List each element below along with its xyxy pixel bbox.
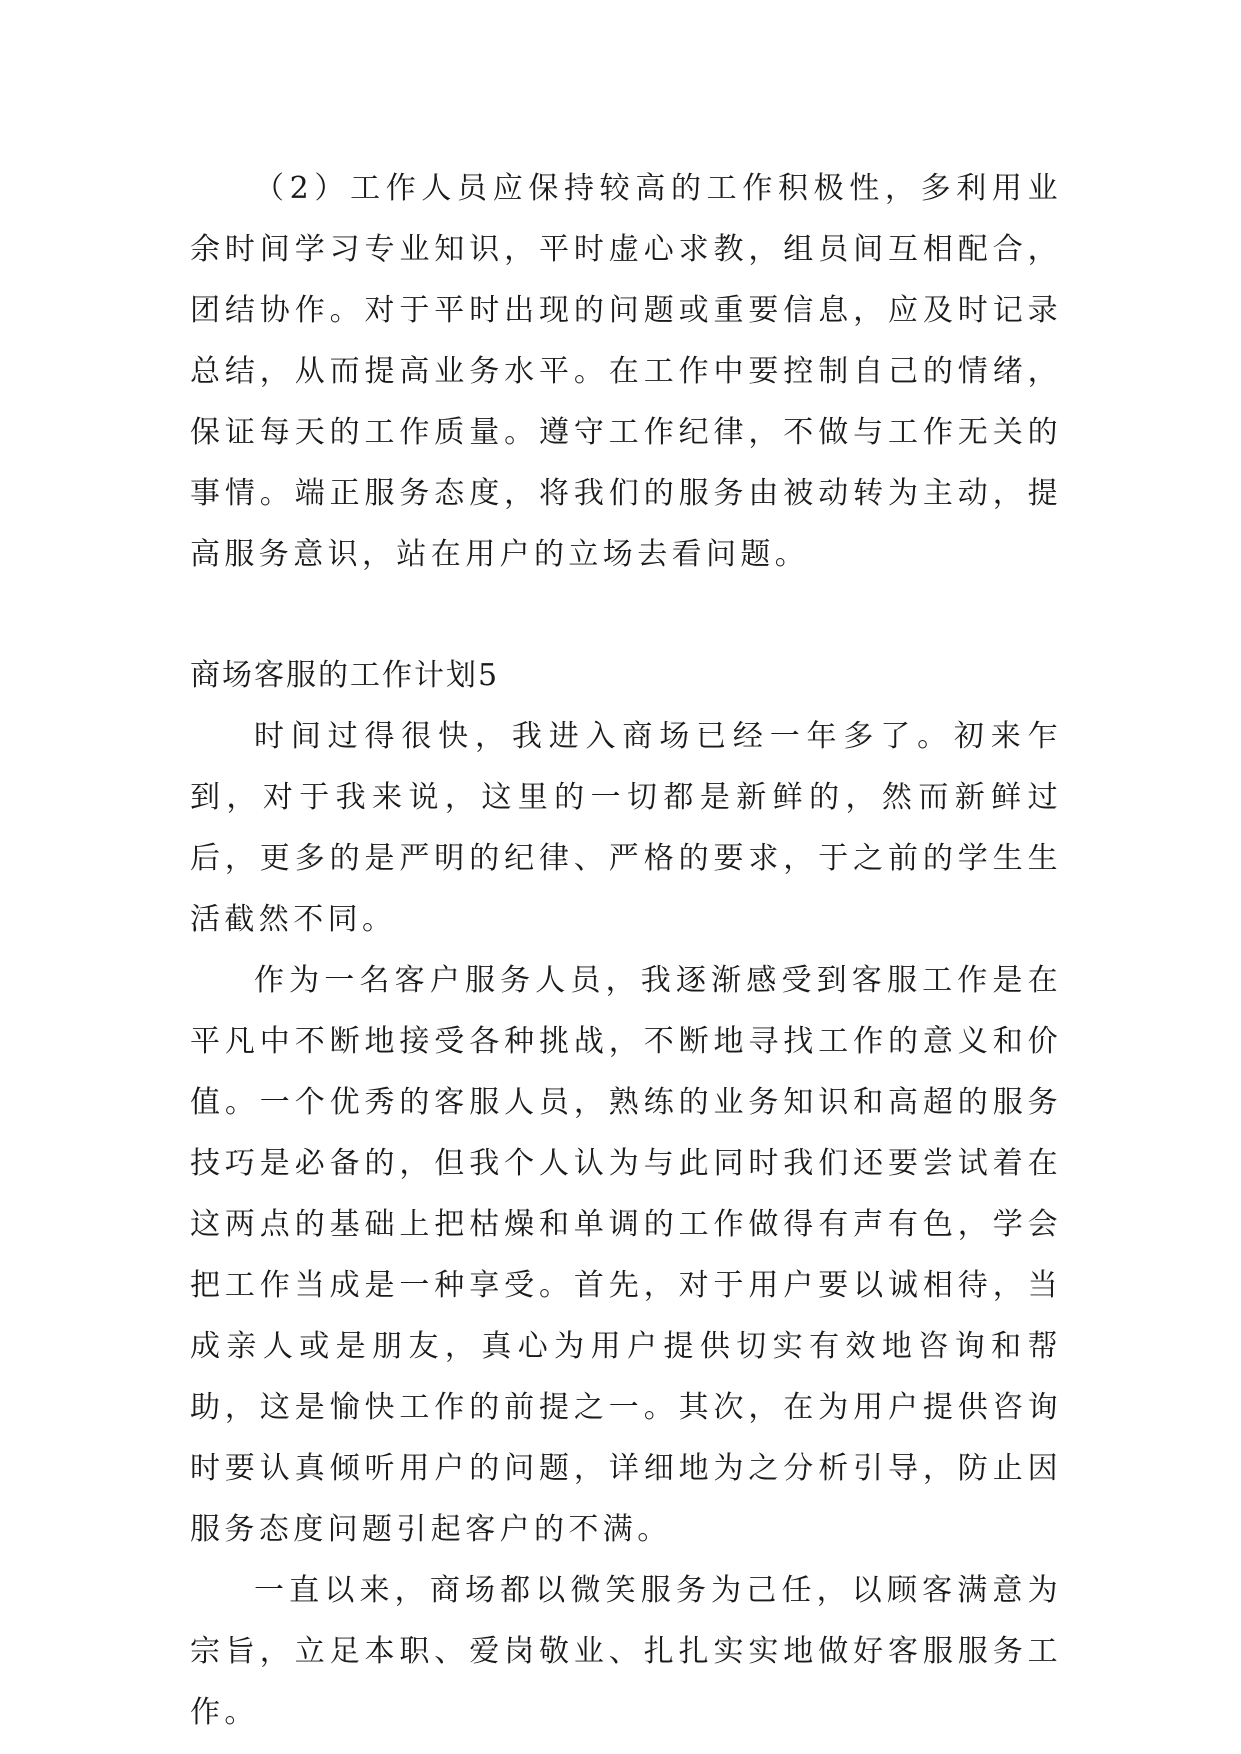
- document-body: [190, 158, 1062, 1743]
- paragraph-customer-service: 作为一名客户服务人员，我逐渐感受到客服工作是在平凡中不断地接受各种挑战，不断地寻找工作的意义和价值。一个优秀的客服人员，熟练的业务知识和高超的服务技巧是必备的，但我个人认为与此同时我们还要尝试着在这两点的基础上把枯燥和单调的工作做得有声有色，学会把工作当成是一种享受。首先，对于用户要以诚相待，当成亲人或是朋友，真心为用户提供切实有效地咨询和帮助，这是愉快工作的前提之一。其次，在为用户提供咨询时要认真倾听用户的问题，详细地为之分析引导，防止因服务态度问题引起客户的不满。: [190, 963, 1062, 1547]
- paragraph-mall-service: 一直以来，商场都以微笑服务为己任，以顾客满意为宗旨，立足本职、爱岗敬业、扎扎实实地做好客服服务工作。: [190, 1573, 1062, 1730]
- paragraph-intro: 时间过得很快，我进入商场已经一年多了。初来乍到，对于我来说，这里的一切都是新鲜的，然而新鲜过后，更多的是严明的纪律、严格的要求，于之前的学生生活截然不同。: [190, 719, 1062, 937]
- section-heading: 商场客服的工作计划5: [190, 658, 500, 693]
- paragraph-work-attitude: （2）工作人员应保持较高的工作积极性，多利用业余时间学习专业知识，平时虚心求教，组员间互相配合，团结协作。对于平时出现的问题或重要信息，应及时记录总结，从而提高业务水平。在工作中要控制自己的情绪，保证每天的工作质量。遵守工作纪律，不做与工作无关的事情。端正服务态度，将我们的服务由被动转为主动，提高服务意识，站在用户的立场去看问题。: [190, 171, 1062, 572]
